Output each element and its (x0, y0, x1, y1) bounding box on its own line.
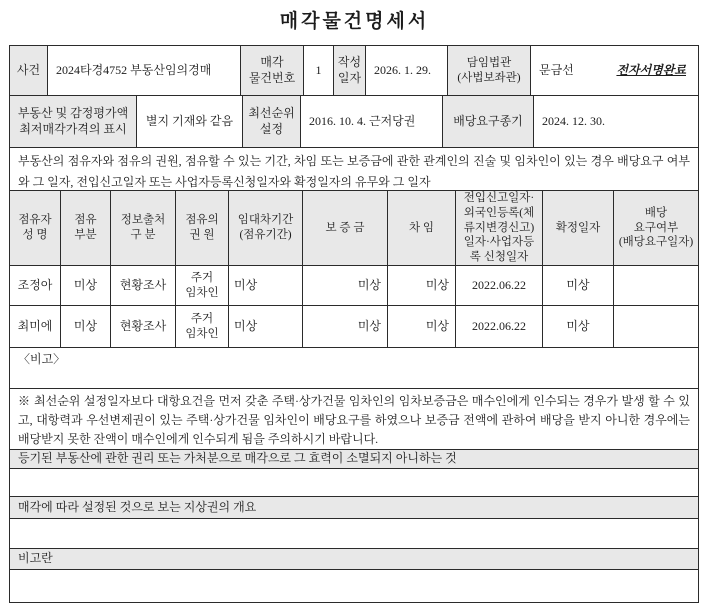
col-header-portion: 점유 부분 (61, 191, 111, 266)
sale-item-number-value: 1 (304, 46, 334, 96)
property-info-row (10, 96, 698, 148)
col-header-deposit: 보 증 금 (303, 191, 388, 266)
tenant-dividend-demand (614, 266, 698, 306)
document-title: 매각물건명세서 (279, 11, 430, 32)
section-surface-rights-content (10, 519, 698, 549)
tenant-table-header-row (10, 191, 698, 266)
section-surface-rights-header (10, 497, 698, 519)
senior-lien-label: 최선순위 설정 (243, 96, 301, 148)
property-price-label: 부동산 및 감정평가액 최저매각가격의 표시 (10, 96, 137, 148)
col-header-dividend-demand: 배당 요구여부 (배당요구일자) (614, 191, 698, 266)
sale-item-number-label: 매각 물건번호 (241, 46, 304, 96)
section-remarks-content (10, 570, 698, 602)
written-date-label: 작성 일자 (334, 46, 366, 96)
section-surface-rights-body (10, 519, 698, 549)
tenant-rent: 미상 (388, 266, 456, 306)
tenant-fixed-date: 미상 (543, 306, 614, 348)
col-header-fixed-date: 확정일자 (543, 191, 614, 266)
section-remarks-body (10, 570, 698, 602)
electronic-signature-stamp: 전자서명완료 (616, 62, 686, 77)
dividend-deadline-value: 2024. 12. 30. (534, 96, 698, 148)
judge-cell (531, 46, 698, 96)
col-header-lease-period: 임대차기간 (점유기간) (229, 191, 303, 266)
tenant-row-2 (10, 306, 698, 348)
remark-label: 〈비고〉 (10, 348, 698, 389)
judge-label: 담임법관 (사법보좌관) (448, 46, 531, 96)
section-surface-rights-title: 매각에 따라 설정된 것으로 보는 지상권의 개요 (10, 497, 698, 519)
tenant-info-source: 현황조사 (111, 306, 176, 348)
tenant-name: 최미에 (10, 306, 61, 348)
section-registered-rights-header (10, 450, 698, 469)
tenant-portion: 미상 (61, 306, 111, 348)
section-registered-rights-body (10, 469, 698, 497)
section-remarks-title: 비고란 (10, 549, 698, 570)
col-header-move-in-date: 전입신고일자·외국인등록(체류지변경신고)일자·사업자등록 신청일자 (456, 191, 543, 266)
tenant-name: 조정아 (10, 266, 61, 306)
dividend-deadline-label: 배당요구종기 (443, 96, 534, 148)
tenant-authority: 주거 임차인 (176, 306, 229, 348)
tenant-deposit: 미상 (303, 306, 388, 348)
tenant-rent: 미상 (388, 306, 456, 348)
case-info-row (10, 46, 698, 96)
description-row (10, 148, 698, 191)
property-price-value: 별지 기재와 같음 (137, 96, 243, 148)
tenant-period: 미상 (229, 266, 303, 306)
col-header-rent: 차 임 (388, 191, 456, 266)
col-header-info-source: 정보출처 구 분 (111, 191, 176, 266)
tenant-info-source: 현황조사 (111, 266, 176, 306)
description-text: 부동산의 점유자와 점유의 권원, 점유할 수 있는 기간, 차임 또는 보증금에 관한 관계인의 진술 및 임차인이 있는 경우 배당요구 여부와 그 일자, 전입신고일자 또는 사업자등록신청일자와 확정일자의 유무와 그 일자 (10, 148, 698, 191)
senior-lien-value: 2016. 10. 4. 근저당권 (301, 96, 443, 148)
section-registered-rights-content (10, 469, 698, 497)
tenant-dividend-demand (614, 306, 698, 348)
sale-specification-sheet (9, 45, 699, 603)
section-registered-rights-title: 등기된 부동산에 관한 권리 또는 가처분으로 매각으로 그 효력이 소멸되지 아니하는 것 (10, 450, 698, 469)
tenant-deposit: 미상 (303, 266, 388, 306)
case-label: 사건 (10, 46, 48, 96)
tenant-authority: 주거 임차인 (176, 266, 229, 306)
tenant-move-in-date: 2022.06.22 (456, 266, 543, 306)
col-header-tenant-name: 점유자 성 명 (10, 191, 61, 266)
col-header-occupancy-authority: 점유의 권 원 (176, 191, 229, 266)
warning-row (10, 389, 698, 450)
tenant-row-1 (10, 266, 698, 306)
written-date-value: 2026. 1. 29. (366, 46, 448, 96)
tenant-fixed-date: 미상 (543, 266, 614, 306)
tenant-move-in-date: 2022.06.22 (456, 306, 543, 348)
tenant-portion: 미상 (61, 266, 111, 306)
remark-row (10, 348, 698, 389)
section-remarks-header (10, 549, 698, 570)
tenant-period: 미상 (229, 306, 303, 348)
judge-name: 문금선 (539, 62, 574, 77)
case-number-value: 2024타경4752 부동산임의경매 (48, 46, 241, 96)
warning-text: ※ 최선순위 설정일자보다 대항요건을 먼저 갖춘 주택·상가건물 임차인의 임차보증금은 매수인에게 인수되는 경우가 발생 할 수 있고, 대항력과 우선변제권이 있는 주택·상가건물 임차인이 배당요구를 하였으나 보증금 전액에 관하여 배당을 받지 아니한 경우에는 배당받지 못한 잔액이 매수인에게 인수되게 됨을 주의하시기 바랍니다. (10, 389, 698, 450)
